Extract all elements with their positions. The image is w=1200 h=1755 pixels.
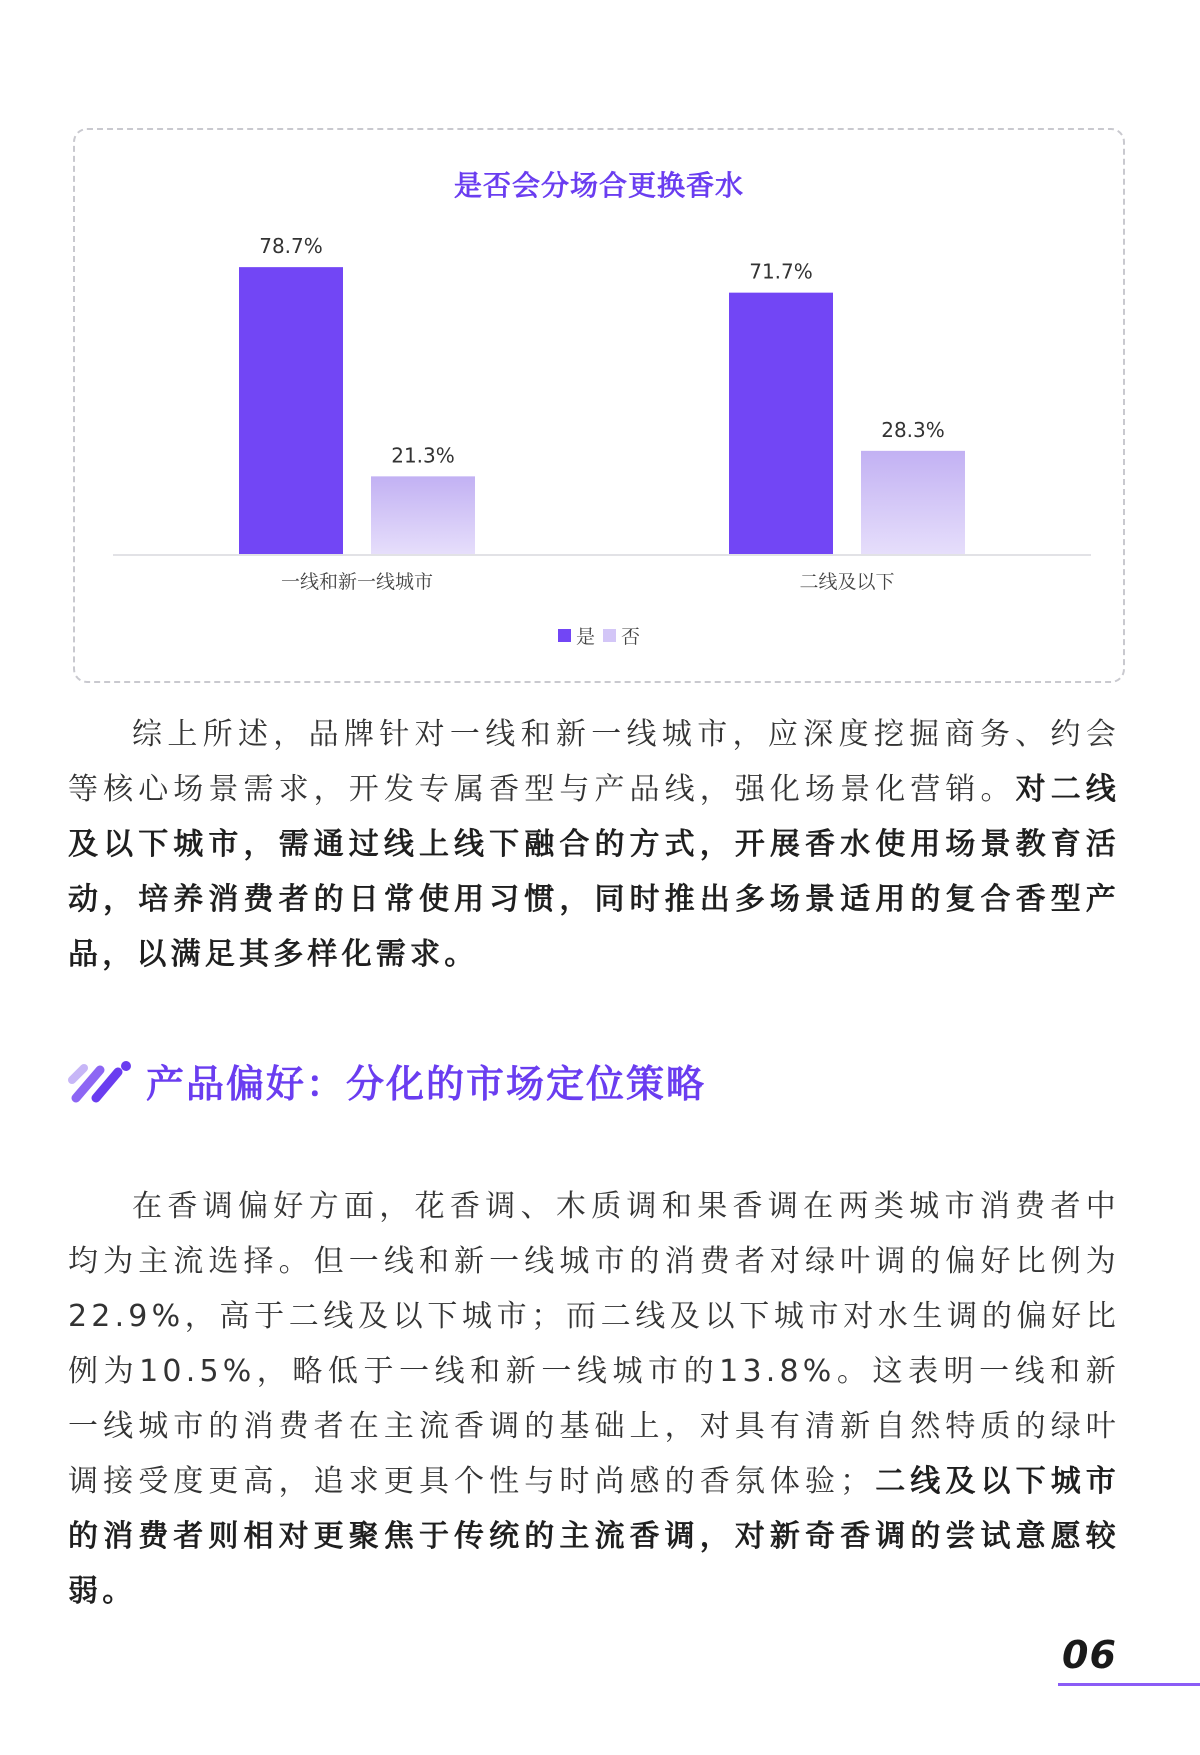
summary-normal-text: 综上所述，品牌针对一线和新一线城市，应深度挖掘商务、约会等核心场景需求，开发专属香型与产品线，强化场景化营销。 (68, 717, 1120, 807)
legend-label-yes: 是 (575, 626, 595, 648)
data-label-no-0: 21.3% (391, 443, 455, 468)
bar-yes-1 (729, 293, 833, 554)
data-label-yes-0: 78.7% (259, 234, 323, 259)
bar-chart (75, 130, 1123, 681)
chart-title: 是否会分场合更换香水 (453, 169, 744, 202)
legend-swatch-no (603, 629, 616, 642)
chart-card (73, 128, 1125, 683)
category-label-0: 一线和新一线城市 (280, 571, 434, 593)
legend-swatch-yes (558, 629, 571, 642)
preference-bold-text: 二线及以下城市的消费者则相对更聚焦于传统的主流香调，对新奇香调的尝试意愿较弱。 (68, 1464, 1120, 1609)
data-label-no-1: 28.3% (881, 417, 945, 442)
data-label-yes-1: 71.7% (749, 259, 813, 284)
summary-bold-text: 对二线及以下城市，需通过线上线下融合的方式，开展香水使用场景教育活动，培养消费者的日常使用习惯，同时推出多场景适用的复合香型产品，以满足其多样化需求。 (68, 772, 1120, 972)
page-number: 06 (1062, 1633, 1117, 1677)
page-number-rule (1058, 1683, 1200, 1686)
double-slash-icon (66, 1058, 132, 1104)
section-title: 产品偏好：分化的市场定位策略 (146, 1062, 707, 1106)
summary-paragraph (68, 707, 1120, 982)
legend-item-no (603, 622, 640, 649)
bar-no-0 (371, 476, 475, 554)
bar-yes-0 (239, 267, 343, 554)
category-label-1: 二线及以下 (799, 571, 895, 593)
chart-legend (75, 622, 1123, 649)
preference-paragraph (68, 1179, 1120, 1619)
legend-item-yes (558, 622, 595, 649)
preference-normal-text: 在香调偏好方面，花香调、木质调和果香调在两类城市消费者中均为主流选择。但一线和新一线城市的消费者对绿叶调的偏好比例为22.9%，高于二线及以下城市；而二线及以下城市对水生调的偏好比例为10.5%，略低于一线和新一线城市的13.8%。这表明一线和新一线城市的消费者在主流香调的基础上，对具有清新自然特质的绿叶调接受度更高，追求更具个性与时尚感的香氛体验； (68, 1189, 1120, 1499)
bar-no-1 (861, 451, 965, 554)
section-heading (66, 1053, 706, 1108)
legend-label-no: 否 (621, 626, 641, 648)
